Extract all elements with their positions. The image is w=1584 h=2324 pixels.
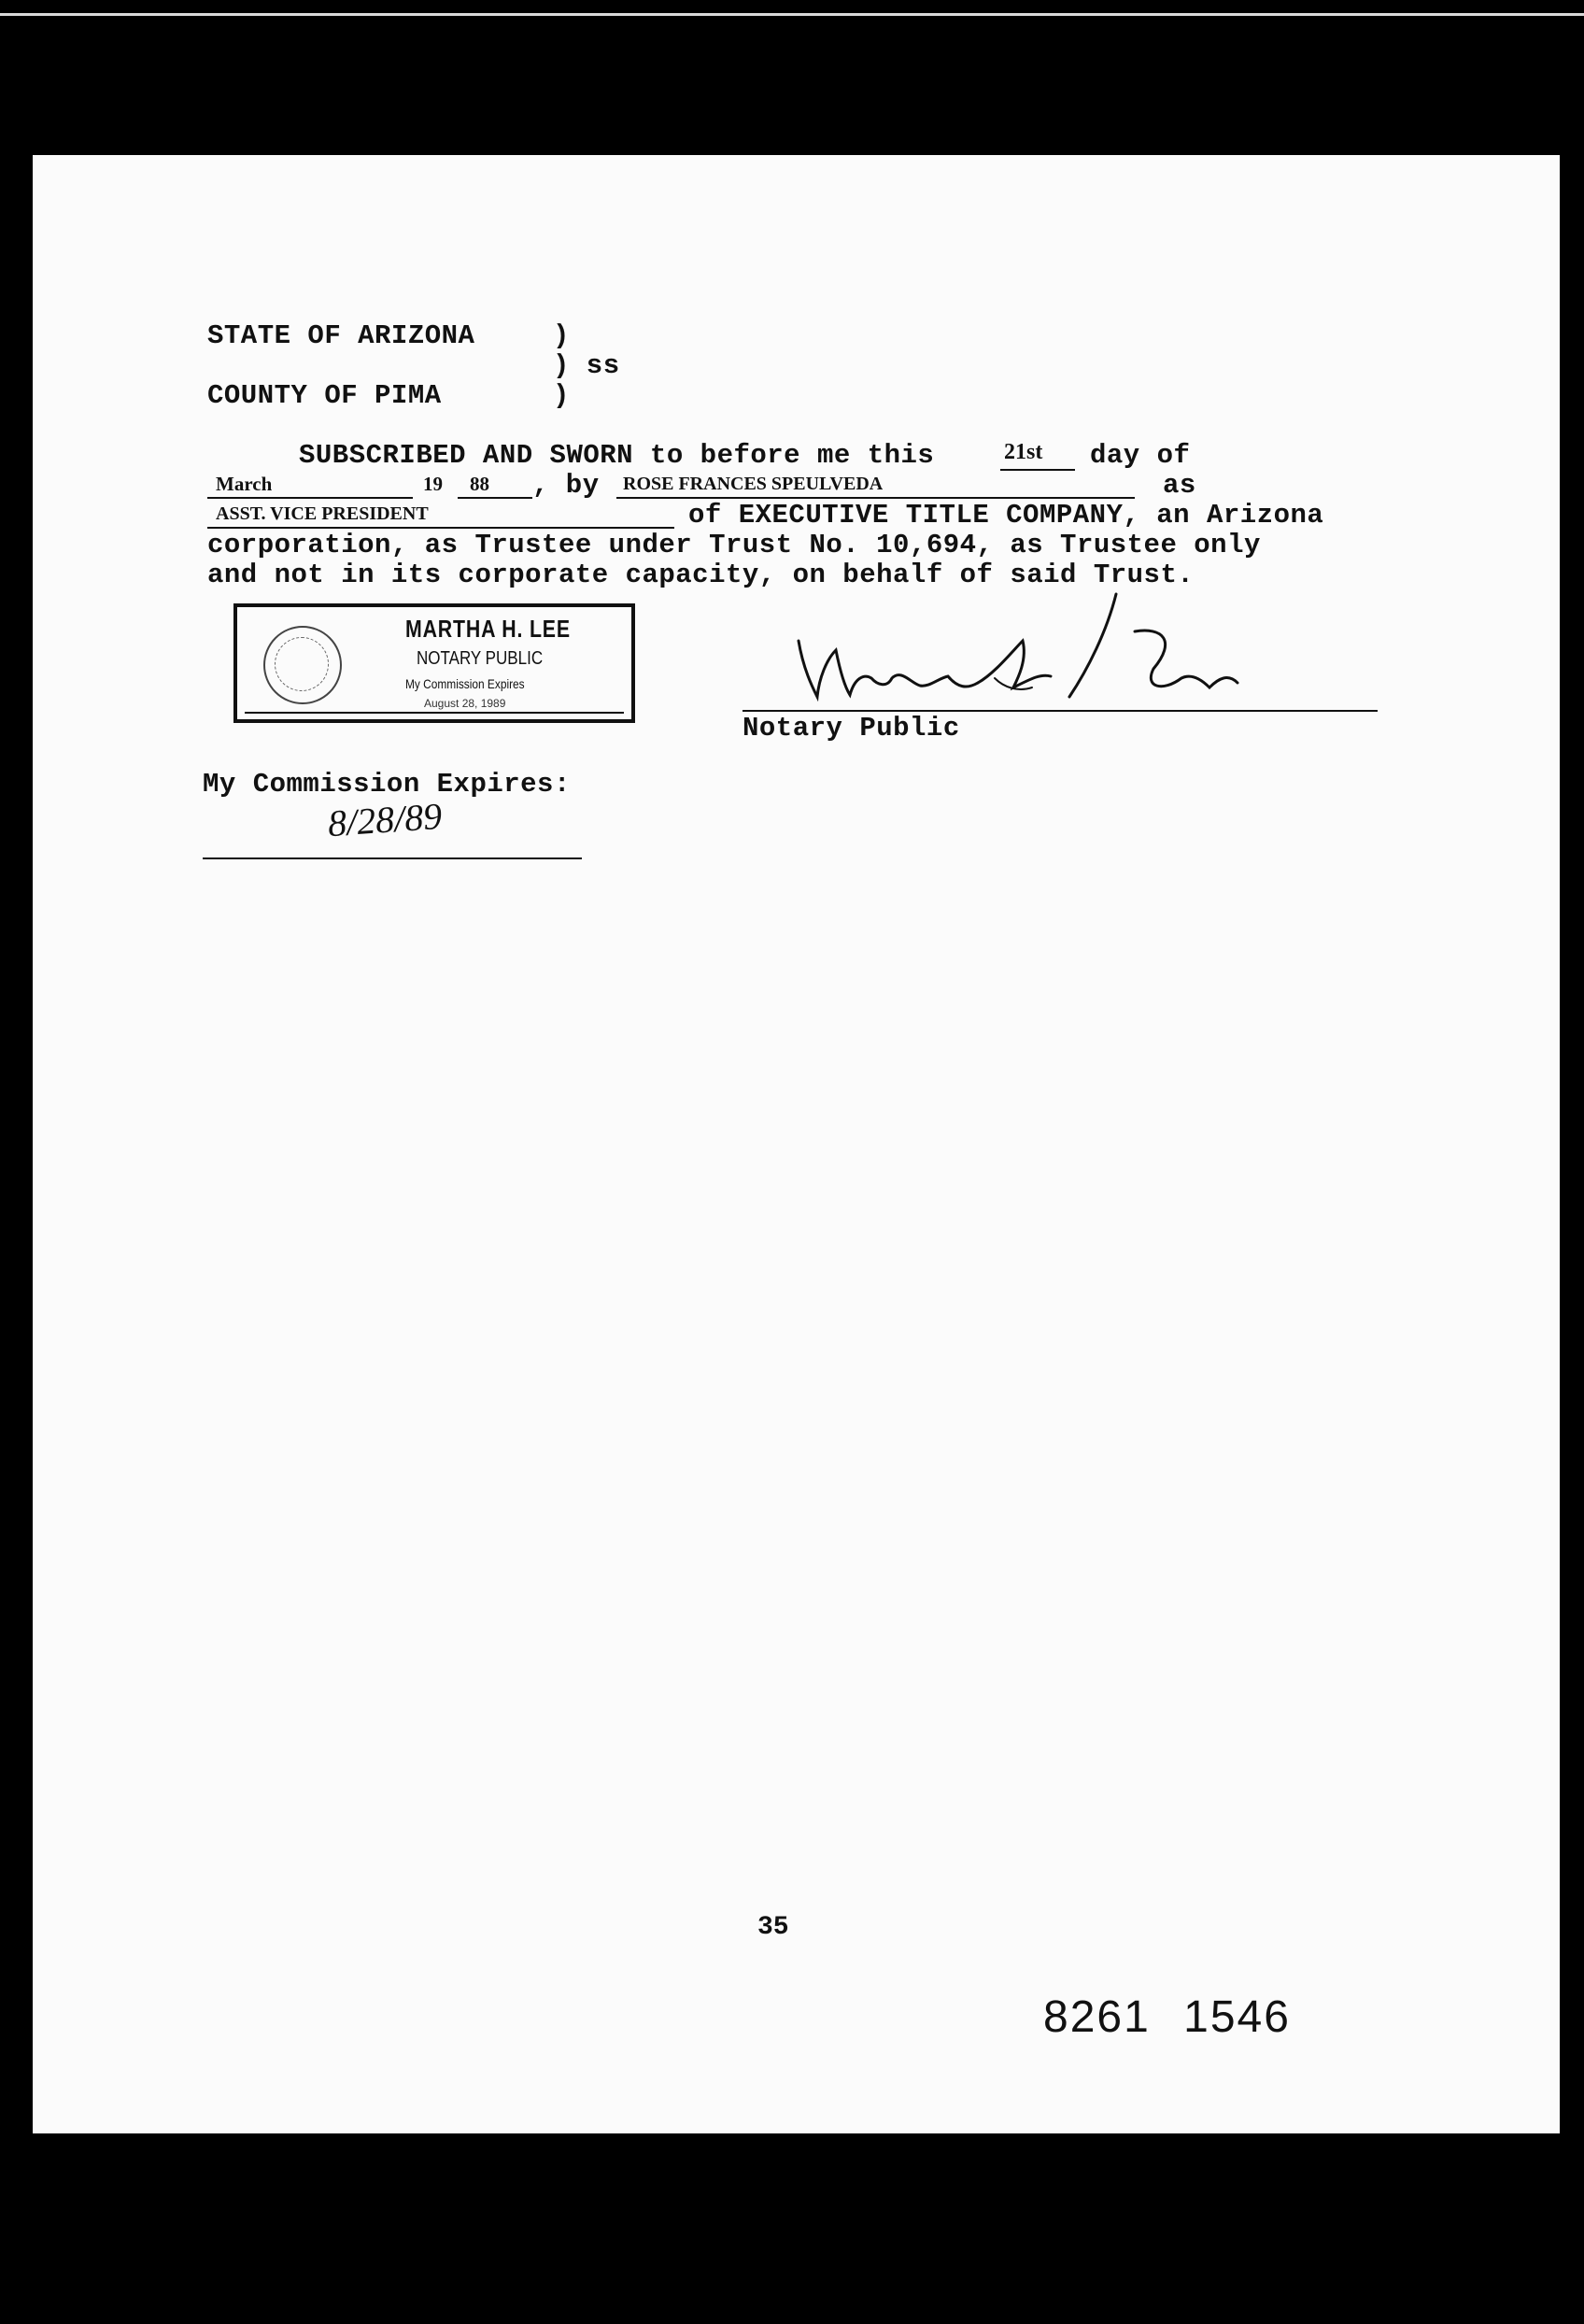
- month-underline: [207, 497, 413, 499]
- venue-bracket-1: ): [553, 320, 570, 351]
- stamp-title: NOTARY PUBLIC: [417, 648, 544, 669]
- jurat-title-value: ASST. VICE PRESIDENT: [216, 503, 429, 524]
- stamp-date-line: August 28, 1989: [424, 697, 506, 710]
- commission-label: My Commission Expires:: [203, 769, 571, 800]
- scan-edge-top: [0, 13, 1584, 16]
- notary-signature: [761, 585, 1284, 734]
- document-number: 8261 1546: [1043, 1992, 1291, 2042]
- notary-label: Notary Public: [742, 713, 960, 744]
- page-number: 35: [757, 1913, 789, 1942]
- stamp-name: MARTHA H. LEE: [405, 615, 571, 643]
- notary-seal-icon: [263, 626, 342, 704]
- jurat-day-value: 21st: [1004, 440, 1043, 464]
- jurat-signer-name: ROSE FRANCES SPEULVEDA: [623, 474, 884, 494]
- commission-date-value: 8/28/89: [326, 794, 444, 845]
- title-underline: [207, 527, 674, 529]
- stamp-inner-rule: [245, 712, 624, 714]
- jurat-line4: corporation, as Trustee under Trust No. 10,694, as Trustee only: [207, 530, 1261, 560]
- jurat-month-value: March: [216, 473, 273, 495]
- document-page: [33, 155, 1560, 2133]
- jurat-line1-prefix: SUBSCRIBED AND SWORN to before me this: [299, 440, 935, 471]
- jurat-by-text: , by: [532, 470, 600, 501]
- jurat-year-prefix: 19: [423, 473, 443, 495]
- day-underline: [1000, 469, 1075, 471]
- jurat-line1-suffix: day of: [1090, 440, 1191, 471]
- signer-underline: [616, 497, 1135, 499]
- venue-ss: ) ss: [553, 350, 620, 381]
- year-underline: [458, 497, 532, 499]
- jurat-year-value: 88: [470, 473, 489, 495]
- venue-bracket-3: ): [553, 380, 570, 411]
- commission-underline: [203, 857, 582, 859]
- jurat-line3-suffix: of EXECUTIVE TITLE COMPANY, an Arizona: [688, 500, 1324, 531]
- stamp-commission-line: My Commission Expires: [405, 676, 525, 691]
- jurat-line5: and not in its corporate capacity, on behalf of said Trust.: [207, 560, 1195, 590]
- jurat-as-text: as: [1163, 470, 1196, 501]
- county-label: COUNTY OF PIMA: [207, 380, 442, 411]
- state-label: STATE OF ARIZONA: [207, 320, 475, 351]
- notary-stamp: [233, 603, 635, 723]
- notary-signature-line: [742, 710, 1378, 712]
